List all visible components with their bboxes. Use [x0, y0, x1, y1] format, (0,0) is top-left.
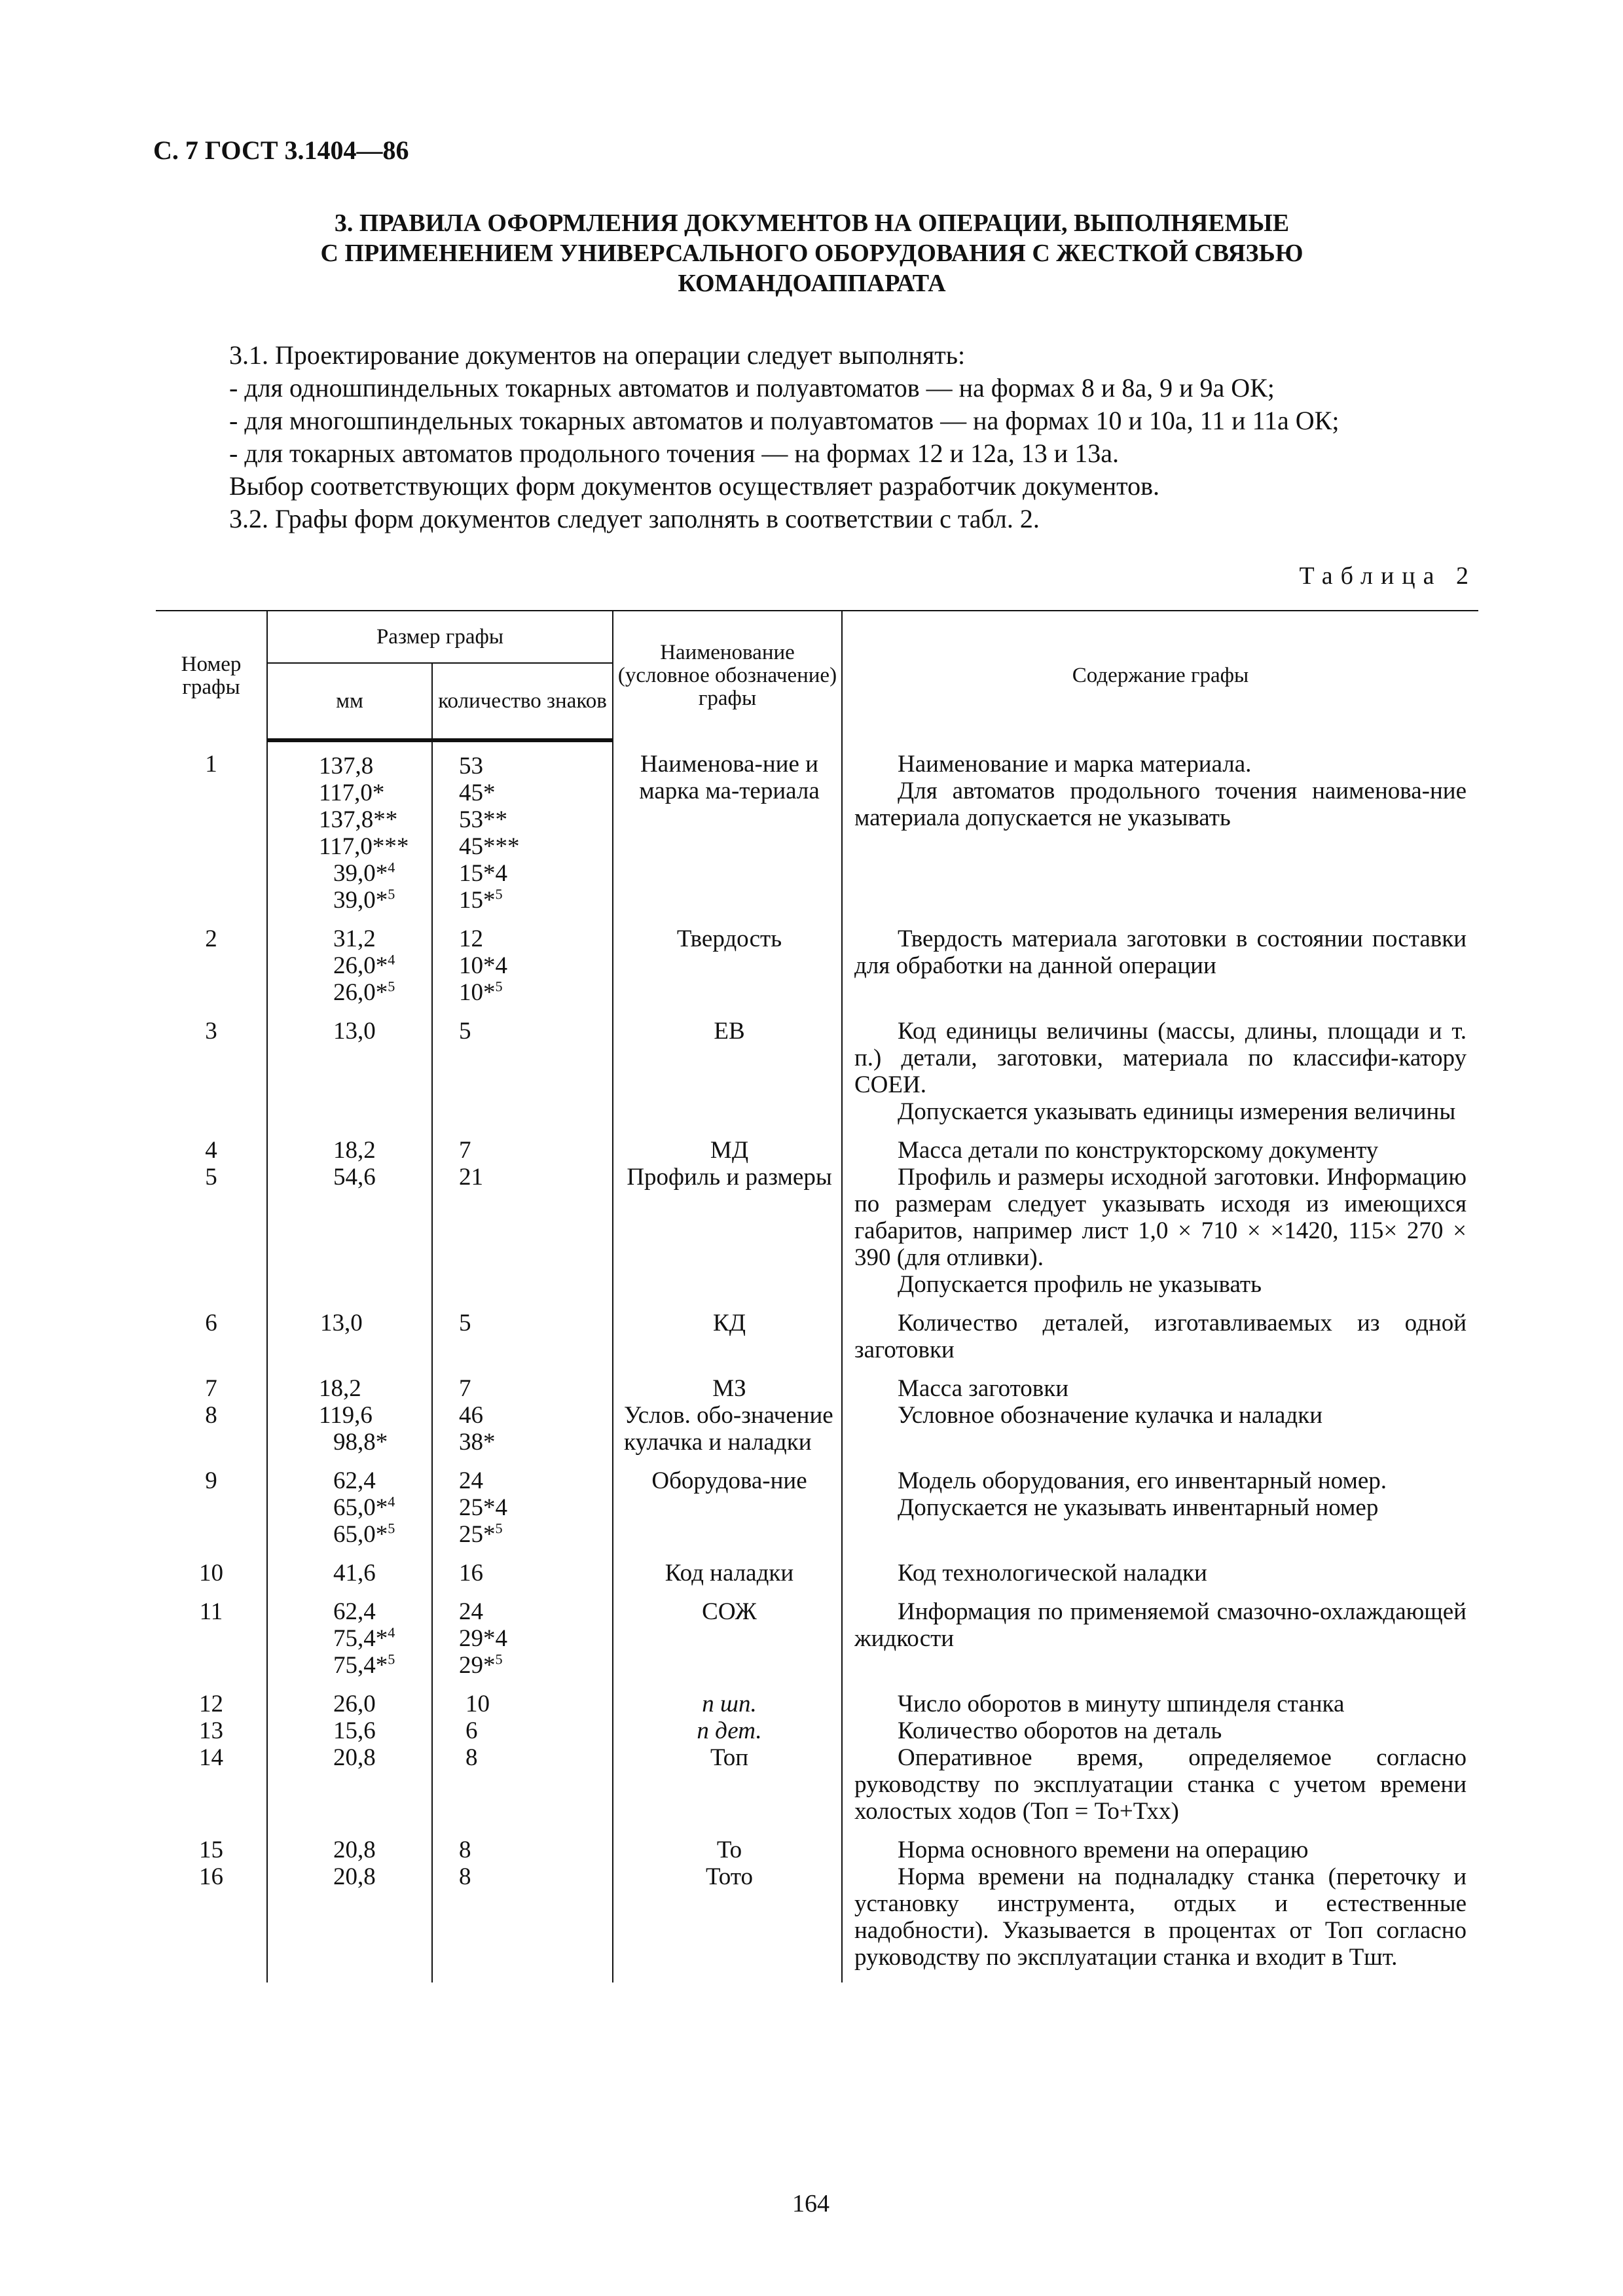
- row-content: Количество деталей, изготавливаемых из одной заготовки: [842, 1310, 1478, 1375]
- header-size-group: Размер графы: [267, 611, 613, 663]
- row-number: 9: [205, 1467, 217, 1494]
- table-caption: Таблица 2: [1299, 562, 1476, 590]
- row-size-chars: 5: [432, 1310, 613, 1375]
- row-content: Число оборотов в минуту шпинделя станка Количество оборотов на деталь Оперативное время, определяемое согласно руководству по эксплуатации станка с учетом времени холостых ходов (Топ = То+Тхх): [842, 1691, 1478, 1837]
- table-row: [156, 1137, 1478, 1310]
- row-size-mm: 137,8 117,0* 137,8** 117,0*** 39,0*$^4$ 39,0*$^5$: [267, 740, 432, 925]
- row-number: 10: [199, 1560, 223, 1587]
- table-row: [156, 925, 1478, 1018]
- row-name: То Тото: [613, 1837, 842, 1982]
- row-size-mm: 13,0: [267, 1018, 432, 1137]
- row-number: 15 16: [199, 1837, 223, 1890]
- row-number: 11: [199, 1598, 223, 1625]
- row-size-mm: 13,0: [267, 1310, 432, 1375]
- row-size-chars: 8 8: [432, 1837, 613, 1982]
- row-number: 6: [205, 1310, 217, 1336]
- row-number: 7 8: [205, 1375, 217, 1429]
- row-name: ЕВ: [613, 1018, 842, 1137]
- table-row: [156, 1691, 1478, 1837]
- section-title-line: КОМАНДОАППАРАТА: [678, 270, 946, 297]
- table-row: [156, 1598, 1478, 1691]
- row-content: Информация по применяемой смазочно-охлаждающей жидкости: [842, 1598, 1478, 1691]
- row-name: Наименова-ние и марка ма-териала: [613, 740, 842, 925]
- intro-line: 3.1. Проектирование документов на операции следует выполнять:: [229, 340, 966, 370]
- row-content: Модель оборудования, его инвентарный номер. Допускается не указывать инвентарный номер: [842, 1467, 1478, 1560]
- header-content: Содержание графы: [842, 611, 1478, 740]
- intro-line: - для токарных автоматов продольного точения — на формах 12 и 12а, 13 и 13а.: [229, 439, 1119, 468]
- row-size-mm: 41,6: [267, 1560, 432, 1598]
- section-title: [196, 208, 1427, 298]
- row-size-chars: 53 45* 53** 45*** 15*4 15*$^5$: [432, 740, 613, 925]
- row-size-mm: 26,0 15,6 20,8: [267, 1691, 432, 1837]
- row-name: КД: [613, 1310, 842, 1375]
- intro-line: Выбор соответствующих форм документов осуществляет разработчик документов.: [229, 471, 1159, 501]
- row-name: n шп. n дет. Топ: [613, 1691, 842, 1837]
- row-size-chars: 7 21: [432, 1137, 613, 1310]
- row-size-chars: 5: [432, 1018, 613, 1137]
- row-size-chars: 16: [432, 1560, 613, 1598]
- row-content: Код технологической наладки: [842, 1560, 1478, 1598]
- header-number: Номер графы: [156, 611, 267, 740]
- table-row: [156, 1310, 1478, 1375]
- row-size-mm: 20,8 20,8: [267, 1837, 432, 1982]
- row-number: 4 5: [205, 1137, 217, 1191]
- section-title-line: С ПРИМЕНЕНИЕМ УНИВЕРСАЛЬНОГО ОБОРУДОВАНИЯ С ЖЕСТКОЙ СВЯЗЬЮ: [320, 240, 1304, 267]
- fields-table: [156, 610, 1478, 1982]
- row-size-mm: 62,4 65,0*$^4$ 65,0*$^5$: [267, 1467, 432, 1560]
- row-number: 12 13 14: [199, 1691, 223, 1771]
- table-row: [156, 1018, 1478, 1137]
- intro-text: [229, 339, 1480, 535]
- page-number: 164: [792, 2190, 830, 2217]
- table-row: [156, 1467, 1478, 1560]
- row-name: СОЖ: [613, 1598, 842, 1691]
- page-header: С. 7 ГОСТ 3.1404—86: [153, 135, 409, 165]
- row-content: Наименование и марка материала. Для автоматов продольного точения наименова-ние материала допускается не указывать: [842, 740, 1478, 925]
- row-name: МЗ Услов. обо-значение кулачка и наладки: [613, 1375, 842, 1467]
- row-size-mm: 62,4 75,4*$^4$ 75,4*$^5$: [267, 1598, 432, 1691]
- header-chars: количество знаков: [432, 663, 613, 740]
- header-mm: мм: [267, 663, 432, 740]
- row-size-chars: 12 10*4 10*$^5$: [432, 925, 613, 1018]
- row-size-mm: 31,2 26,0*$^4$ 26,0*$^5$: [267, 925, 432, 1018]
- row-content: Твердость материала заготовки в состоянии поставки для обработки на данной операции: [842, 925, 1478, 1018]
- table-row: [156, 740, 1478, 925]
- row-size-chars: 24 25*4 25*$^5$: [432, 1467, 613, 1560]
- row-number: 1: [205, 751, 217, 778]
- row-size-chars: 10 6 8: [432, 1691, 613, 1837]
- row-content: Масса заготовки Условное обозначение кулачка и наладки: [842, 1375, 1478, 1467]
- row-number: 3: [205, 1018, 217, 1045]
- row-size-chars: 7 46 38*: [432, 1375, 613, 1467]
- intro-line: 3.2. Графы форм документов следует заполнять в соответствии с табл. 2.: [229, 504, 1040, 533]
- row-content: Масса детали по конструкторскому документу Профиль и размеры исходной заготовки. Информацию по размерам следует указывать исходя из имеющихся габаритов, например лист 1,0 × 710 × ×1420, 115× 270 × 390 (для отливки). Допускается профиль не указывать: [842, 1137, 1478, 1310]
- row-name: Оборудова-ние: [613, 1467, 842, 1560]
- row-number: 2: [205, 925, 217, 952]
- row-name: Код наладки: [613, 1560, 842, 1598]
- table-row: [156, 1560, 1478, 1598]
- row-name: МД Профиль и размеры: [613, 1137, 842, 1310]
- table-row: [156, 1375, 1478, 1467]
- intro-line: - для многошпиндельных токарных автоматов и полуавтоматов — на формах 10 и 10а, 11 и 11а ОК;: [229, 406, 1340, 435]
- row-name: Твердость: [613, 925, 842, 1018]
- intro-line: - для одношпиндельных токарных автоматов и полуавтоматов — на формах 8 и 8а, 9 и 9а ОК;: [229, 373, 1275, 403]
- row-size-mm: 18,2 119,6 98,8*: [267, 1375, 432, 1467]
- row-content: Норма основного времени на операцию Норма времени на подналадку станка (переточку и установку инструмента, отдых и естественные надобности). Указывается в процентах от Топ согласно руководству по эксплуатации станка и входит в Тшт.: [842, 1837, 1478, 1982]
- row-content: Код единицы величины (массы, длины, площади и т. п.) детали, заготовки, материала по классифи-катору СОЕИ. Допускается указывать единицы измерения величины: [842, 1018, 1478, 1137]
- row-size-mm: 18,2 54,6: [267, 1137, 432, 1310]
- header-name: Наименование (условное обозначение) графы: [613, 611, 842, 740]
- row-size-chars: 24 29*4 29*$^5$: [432, 1598, 613, 1691]
- table-row: [156, 1837, 1478, 1982]
- section-title-line: 3. ПРАВИЛА ОФОРМЛЕНИЯ ДОКУМЕНТОВ НА ОПЕРАЦИИ, ВЫПОЛНЯЕМЫЕ: [334, 209, 1290, 237]
